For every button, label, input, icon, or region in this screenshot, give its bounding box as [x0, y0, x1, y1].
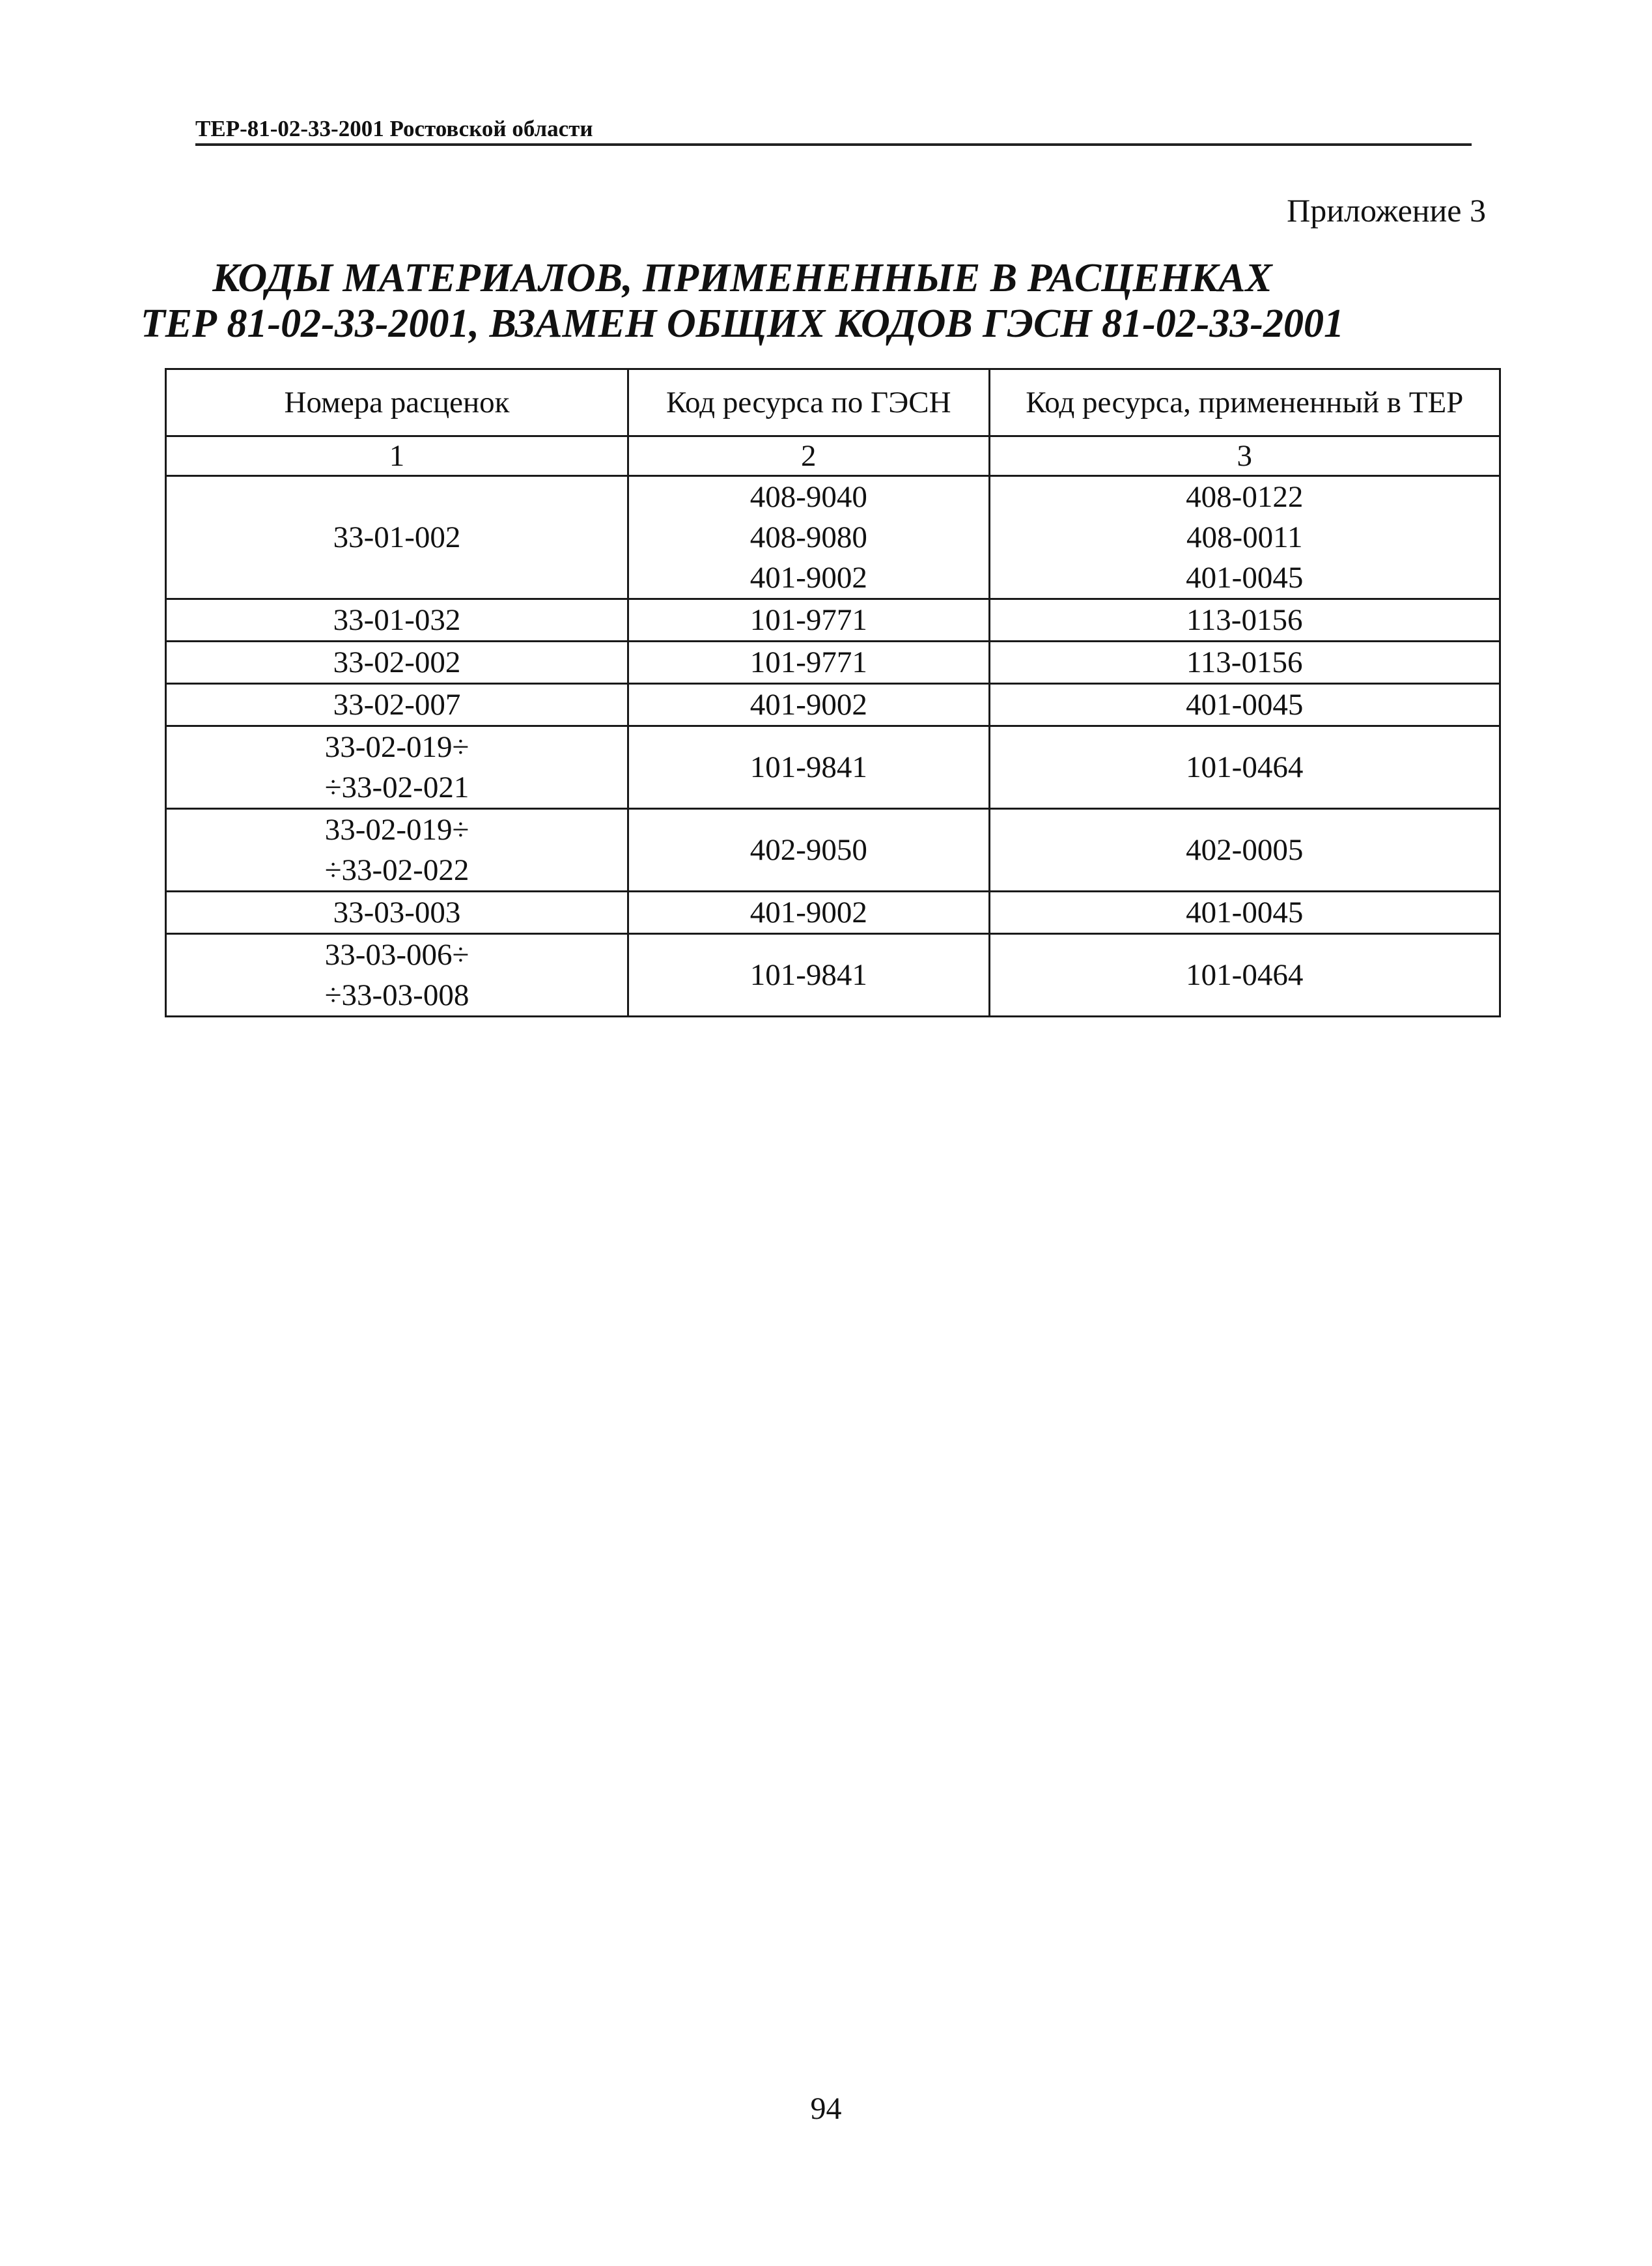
table-row	[166, 476, 1500, 599]
ter-code-cell	[989, 476, 1500, 599]
column-header-gesn-code: Код ресурса по ГЭСН	[628, 369, 989, 436]
rate-number-cell	[166, 642, 628, 684]
cell-text: 408-9080	[749, 520, 867, 554]
table-row	[166, 809, 1500, 892]
rate-number-cell	[166, 809, 628, 892]
cell-text: ÷33-03-008	[324, 978, 469, 1012]
ter-code-cell	[989, 684, 1500, 726]
cell-text: 101-9771	[749, 645, 867, 679]
gesn-code-cell	[628, 476, 989, 599]
cell-text: 33-01-032	[333, 603, 461, 637]
cell-text: 113-0156	[1186, 603, 1303, 637]
cell-text: 401-0045	[1186, 561, 1304, 595]
column-number: 3	[989, 436, 1500, 476]
appendix-label: Приложение 3	[1287, 192, 1486, 229]
cell-text: 401-0045	[1186, 688, 1304, 722]
gesn-code-cell	[628, 892, 989, 934]
column-number: 2	[628, 436, 989, 476]
table-row	[166, 599, 1500, 642]
gesn-code-cell	[628, 642, 989, 684]
cell-text: 101-9841	[749, 750, 867, 784]
ter-code-cell	[989, 809, 1500, 892]
rate-number-cell	[166, 476, 628, 599]
table-row	[166, 642, 1500, 684]
ter-code-cell	[989, 599, 1500, 642]
table-header-row	[166, 369, 1500, 436]
cell-text: 401-9002	[749, 561, 867, 595]
cell-text: 33-02-019÷	[324, 730, 469, 764]
cell-text: 33-03-003	[333, 896, 461, 929]
cell-text: 101-0464	[1186, 750, 1304, 784]
cell-text: 33-02-002	[333, 645, 461, 679]
cell-text: 408-0122	[1186, 480, 1304, 514]
cell-text: 408-0011	[1186, 520, 1303, 554]
cell-text: 101-9771	[749, 603, 867, 637]
cell-text: ÷33-02-022	[324, 853, 469, 887]
rate-number-cell	[166, 892, 628, 934]
table-body	[166, 476, 1500, 1017]
rate-number-cell	[166, 599, 628, 642]
table-row	[166, 934, 1500, 1017]
gesn-code-cell	[628, 726, 989, 809]
running-header: ТЕР-81-02-33-2001 Ростовской области	[195, 116, 1472, 146]
cell-text: 33-02-007	[333, 688, 461, 722]
column-header-ter-code: Код ресурса, примененный в ТЕР	[989, 369, 1500, 436]
cell-text: 33-03-006÷	[324, 938, 469, 972]
rate-number-cell	[166, 934, 628, 1017]
table-row	[166, 726, 1500, 809]
cell-text: 402-9050	[749, 833, 867, 867]
column-header-rate-numbers: Номера расценок	[166, 369, 628, 436]
cell-text: 401-9002	[749, 688, 867, 722]
gesn-code-cell	[628, 809, 989, 892]
ter-code-cell	[989, 934, 1500, 1017]
table-row	[166, 684, 1500, 726]
gesn-code-cell	[628, 684, 989, 726]
material-codes-table	[165, 368, 1501, 1017]
gesn-code-cell	[628, 599, 989, 642]
gesn-code-cell	[628, 934, 989, 1017]
cell-text: 33-01-002	[333, 520, 461, 554]
rate-number-cell	[166, 726, 628, 809]
cell-text: ÷33-02-021	[324, 771, 469, 804]
ter-code-cell	[989, 726, 1500, 809]
cell-text: 401-9002	[749, 896, 867, 929]
column-number-row	[166, 436, 1500, 476]
ter-code-cell	[989, 892, 1500, 934]
cell-text: 113-0156	[1186, 645, 1303, 679]
document-title-line-2: ТЕР 81-02-33-2001, ВЗАМЕН ОБЩИХ КОДОВ ГЭСН 81-02-33-2001	[140, 302, 1345, 346]
document-title-line-1: КОДЫ МАТЕРИАЛОВ, ПРИМЕНЕННЫЕ В РАСЦЕНКАХ	[212, 256, 1272, 300]
cell-text: 101-0464	[1186, 958, 1304, 992]
cell-text: 33-02-019÷	[324, 813, 469, 847]
cell-text: 408-9040	[749, 480, 867, 514]
column-number: 1	[166, 436, 628, 476]
cell-text: 401-0045	[1186, 896, 1304, 929]
cell-text: 101-9841	[749, 958, 867, 992]
page-number: 94	[810, 2091, 842, 2126]
rate-number-cell	[166, 684, 628, 726]
table-row	[166, 892, 1500, 934]
ter-code-cell	[989, 642, 1500, 684]
cell-text: 402-0005	[1186, 833, 1304, 867]
